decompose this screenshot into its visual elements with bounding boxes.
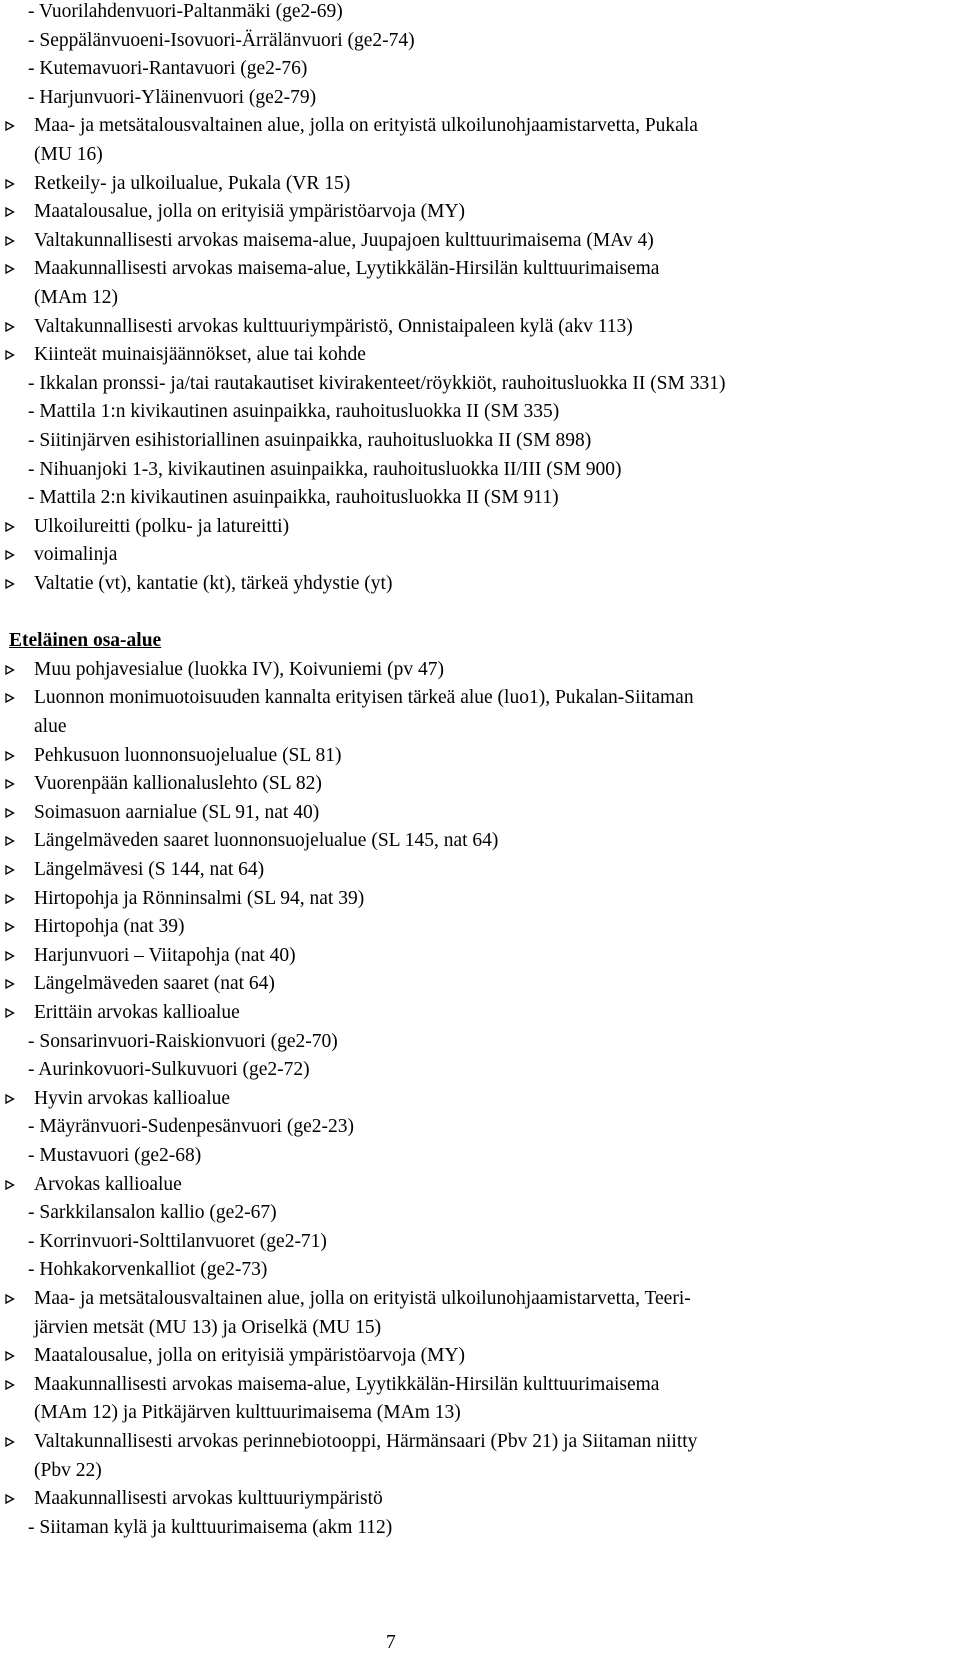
continuation-line [34,1456,102,1486]
line-text: Valtakunnallisesti arvokas perinnebiotooppi, Härmänsaari (Pbv 21) ja Siitaman niitty [34,1431,698,1452]
line-text: Maa- ja metsätalousvaltainen alue, jolla on erityistä ulkoilunohjaamistarvetta, Pukala [34,115,698,137]
sub-item [28,369,726,399]
hollow-arrow-bullet-icon [4,893,16,905]
line-text: Maakunnallisesti arvokas maisema-alue, Lyytikkälän-Hirsilän kulttuurimaisema [34,1373,660,1395]
line-text: Valtakunnallisesti arvokas maisema-alue, Juupajoen kulttuurimaisema (MAv 4) [34,229,654,251]
bullet-item [34,683,694,713]
hollow-arrow-bullet-icon [4,521,16,533]
line-text: Längelmävesi (S 144, nat 64) [34,859,265,880]
section-heading [9,626,161,656]
bullet-item [34,826,498,856]
line-text: (Pbv 22) [34,1459,102,1481]
bullet-item [34,884,364,914]
continuation-line [34,1398,461,1428]
hollow-arrow-bullet-icon [4,864,16,876]
line-text: Retkeily- ja ulkoilualue, Pukala (VR 15) [34,172,351,194]
line-text: - Aurinkovuori-Sulkuvuori (ge2-72) [28,1059,310,1081]
hollow-arrow-bullet-icon [4,807,16,819]
line-text: - Siitinjärven esihistoriallinen asuinpaikka, rauhoitusluokka II (SM 898) [28,430,592,451]
line-text: Arvokas kallioalue [34,1173,182,1195]
line-text: - Mattila 1:n kivikautinen asuinpaikka, rauhoitusluokka II (SM 335) [28,401,560,423]
line-text: - Seppälänvuoeni-Isovuori-Ärrälänvuori (ge2-74) [28,29,415,51]
line-text: Hyvin arvokas kallioalue [34,1087,231,1109]
sub-item [28,1027,338,1057]
line-text: - Harjunvuori-Yläinenvuori (ge2-79) [28,86,317,108]
bullet-item [34,941,296,971]
bullet-item [34,312,633,342]
bullet-item [34,512,289,542]
bullet-item [34,254,659,284]
line-text: - Sarkkilansalon kallio (ge2-67) [28,1202,277,1224]
line-text: voimalinja [34,544,118,566]
bullet-item [34,741,341,771]
sub-item [28,1198,277,1228]
line-text: Hirtopohja (nat 39) [34,916,185,938]
continuation-line [34,1313,381,1343]
bullet-item [34,540,117,570]
hollow-arrow-bullet-icon [4,349,16,361]
sub-item [28,1255,267,1285]
continuation-line [34,283,118,313]
bullet-item [34,111,698,141]
hollow-arrow-bullet-icon [4,120,16,132]
line-text: - Mustavuori (ge2-68) [28,1145,202,1166]
hollow-arrow-bullet-icon [4,1179,16,1191]
hollow-arrow-bullet-icon [4,1379,16,1391]
line-text: Valtakunnallisesti arvokas kulttuuriympäristö, Onnistaipaleen kylä (akv 113) [34,315,633,337]
continuation-line [34,140,103,170]
hollow-arrow-bullet-icon [4,578,16,590]
sub-item [28,54,307,84]
line-text: Längelmäveden saaret luonnonsuojelualue (SL 145, nat 64) [34,830,499,852]
line-text: - Mattila 2:n kivikautinen asuinpaikka, rauhoitusluokka II (SM 911) [28,487,559,509]
hollow-arrow-bullet-icon [4,978,16,990]
bullet-item [34,1084,230,1114]
line-text: Ulkoilureitti (polku- ja latureitti) [34,515,290,537]
line-text: Vuorenpään kallionaluslehto (SL 82) [34,773,322,795]
bullet-item [34,569,392,599]
line-text: Kiinteät muinaisjäännökset, alue tai kohde [34,344,366,366]
bullet-item [34,912,185,942]
sub-item [28,397,559,427]
hollow-arrow-bullet-icon [4,950,16,962]
hollow-arrow-bullet-icon [4,750,16,762]
bullet-item [34,197,465,227]
line-text: - Kutemavuori-Rantavuori (ge2-76) [28,58,308,80]
line-text: Maatalousalue, jolla on erityisiä ympäristöarvoja (MY) [34,1345,466,1367]
hollow-arrow-bullet-icon [4,1493,16,1505]
hollow-arrow-bullet-icon [4,1007,16,1019]
bullet-item [34,1484,383,1514]
line-text: - Nihuanjoki 1-3, kivikautinen asuinpaikka, rauhoitusluokka II/III (SM 900) [28,458,622,480]
bullet-item [34,1341,465,1371]
hollow-arrow-bullet-icon [4,692,16,704]
bullet-item [34,798,319,828]
sub-item [28,0,343,27]
bullet-item [34,1370,659,1400]
hollow-arrow-bullet-icon [4,178,16,190]
bullet-item [34,855,264,885]
bullet-item [34,340,366,370]
sub-item [28,1112,354,1142]
hollow-arrow-bullet-icon [4,263,16,275]
line-text: Hirtopohja ja Rönninsalmi (SL 94, nat 39) [34,887,365,909]
line-text: Maatalousalue, jolla on erityisiä ympäristöarvoja (MY) [34,201,466,223]
line-text: Maakunnallisesti arvokas maisema-alue, Lyytikkälän-Hirsilän kulttuurimaisema [34,258,660,280]
line-text: järvien metsät (MU 13) ja Oriselkä (MU 15) [34,1316,382,1338]
sub-item [28,1141,201,1171]
hollow-arrow-bullet-icon [4,235,16,247]
hollow-arrow-bullet-icon [4,549,16,561]
bullet-item [34,169,350,199]
line-text: alue [34,716,67,737]
sub-item [28,26,415,56]
hollow-arrow-bullet-icon [4,206,16,218]
bullet-item [34,998,240,1028]
line-text: Längelmäveden saaret (nat 64) [34,973,275,995]
line-text: Soimasuon aarnialue (SL 91, nat 40) [34,801,320,823]
line-text: - Vuorilahdenvuori-Paltanmäki (ge2-69) [28,1,343,22]
sub-item [28,1055,310,1085]
line-text: Eteläinen osa-alue [9,630,162,652]
hollow-arrow-bullet-icon [4,321,16,333]
line-text: Harjunvuori – Viitapohja (nat 40) [34,944,296,966]
sub-item [28,483,559,513]
continuation-line [34,712,66,742]
line-text: Maa- ja metsätalousvaltainen alue, jolla on erityistä ulkoilunohjaamistarvetta, Teeri- [34,1288,691,1309]
hollow-arrow-bullet-icon [4,1350,16,1362]
bullet-item [34,1170,182,1200]
line-text: - Hohkakorvenkalliot (ge2-73) [28,1259,268,1281]
line-text: (MAm 12) [34,287,118,308]
bullet-item [34,1284,691,1314]
line-text: - Siitaman kylä ja kulttuurimaisema (akm 112) [28,1516,393,1538]
hollow-arrow-bullet-icon [4,1293,16,1305]
hollow-arrow-bullet-icon [4,778,16,790]
line-text: Erittäin arvokas kallioalue [34,1002,240,1023]
hollow-arrow-bullet-icon [4,664,16,676]
sub-item [28,426,591,456]
bullet-item [34,226,654,256]
line-text: - Ikkalan pronssi- ja/tai rautakautiset kivirakenteet/röykkiöt, rauhoitusluokka II (SM 331) [28,372,726,394]
line-text: (MU 16) [34,144,103,165]
hollow-arrow-bullet-icon [4,1093,16,1105]
line-text: Valtatie (vt), kantatie (kt), tärkeä yhdystie (yt) [34,573,393,594]
sub-item [28,83,316,113]
line-text: Pehkusuon luonnonsuojelualue (SL 81) [34,744,342,766]
bullet-item [34,1427,697,1457]
sub-item [28,455,622,485]
line-text: - Mäyränvuori-Sudenpesänvuori (ge2-23) [28,1116,354,1138]
line-text: Muu pohjavesialue (luokka IV), Koivuniemi (pv 47) [34,658,444,680]
bullet-item [34,969,275,999]
line-text: Maakunnallisesti arvokas kulttuuriympäristö [34,1488,383,1510]
hollow-arrow-bullet-icon [4,1436,16,1448]
line-text: - Korrinvuori-Solttilanvuoret (ge2-71) [28,1230,327,1252]
page-number: 7 [386,1632,396,1653]
hollow-arrow-bullet-icon [4,835,16,847]
hollow-arrow-bullet-icon [4,921,16,933]
bullet-item [34,769,322,799]
sub-item [28,1227,327,1257]
bullet-item [34,655,444,685]
sub-item [28,1513,392,1543]
line-text: Luonnon monimuotoisuuden kannalta erityisen tärkeä alue (luo1), Pukalan-Siitaman [34,687,694,709]
line-text: - Sonsarinvuori-Raiskionvuori (ge2-70) [28,1030,338,1052]
line-text: (MAm 12) ja Pitkäjärven kulttuurimaisema (MAm 13) [34,1402,461,1424]
